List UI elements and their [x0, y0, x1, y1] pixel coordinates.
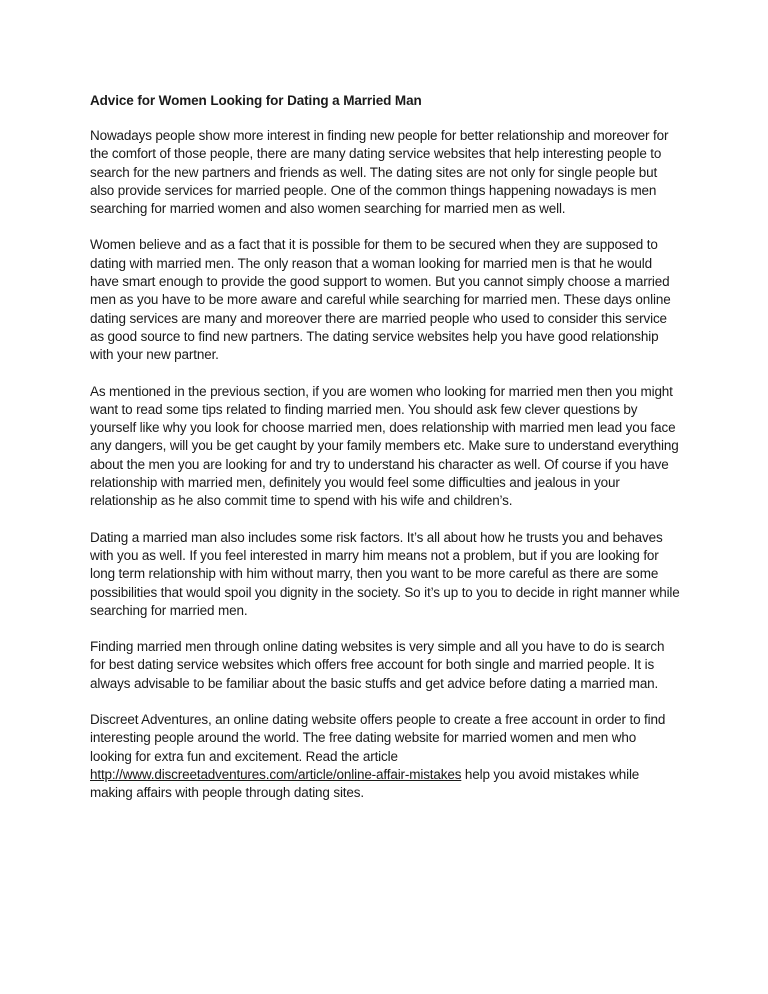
paragraph-5: Finding married men through online dating websites is very simple and all you have to do is search for best dating service websites which offers free account for both single and married people. It is always advisable to be familiar about the basic stuffs and get advice before dating a married man.: [90, 639, 665, 691]
paragraph-1: Nowadays people show more interest in finding new people for better relationship and moreover for the comfort of those people, there are many dating service websites that help interesting people to search for the new partners and friends as well. The dating sites are not only for single people but also provide services for married people. One of the common things happening nowadays is men searching for married women and also women searching for married men as well.: [90, 128, 669, 217]
article-link[interactable]: http://www.discreetadventures.com/article/online-affair-mistakes: [90, 766, 462, 782]
paragraph-2: Women believe and as a fact that it is possible for them to be secured when they are supposed to dating with married men. The only reason that a woman looking for married men is that he would have smart enough to provide the good support to women. But you cannot simply choose a married men as you have to be more aware and careful while searching for married men. These days online dating services are many and moreover there are married people who used to consider this service as good source to find new partners. The dating service websites help you have good relationship with your new partner.: [90, 237, 671, 363]
document-title: Advice for Women Looking for Dating a Married Man: [90, 93, 422, 108]
paragraph-6: [90, 711, 680, 802]
paragraph-4: Dating a married man also includes some risk factors. It’s all about how he trusts you and behaves with you as well. If you feel interested in marry him means not a problem, but if you are looking for long term relationship with him without marry, then you want to be more careful as there are some possibilities that would spoil you dignity in the society. So it’s up to you to decide in right manner while searching for married men.: [90, 529, 680, 618]
paragraph-3: As mentioned in the previous section, if you are women who looking for married men then you might want to read some tips related to finding married men. You should ask few clever questions by yourself like why you look for choose married men, does relationship with married men lead you face any dangers, will you be get caught by your family members etc. Make sure to understand everything about the men you are looking for and try to understand his character as well. Of course if you have relationship with married men, definitely you would feel some difficulties and jealous in your relationship as he also commit time to spend with his wife and children’s.: [90, 383, 679, 509]
paragraph-6-intro: Discreet Adventures, an online dating website offers people to create a free account in order to find interesting people around the world. The free dating website for married women and men who looking for extra fun and excitement. Read the article: [90, 712, 666, 764]
document-page: [90, 92, 680, 821]
paragraph-6-outro: help you avoid mistakes while making affairs with people through dating sites.: [90, 766, 640, 801]
